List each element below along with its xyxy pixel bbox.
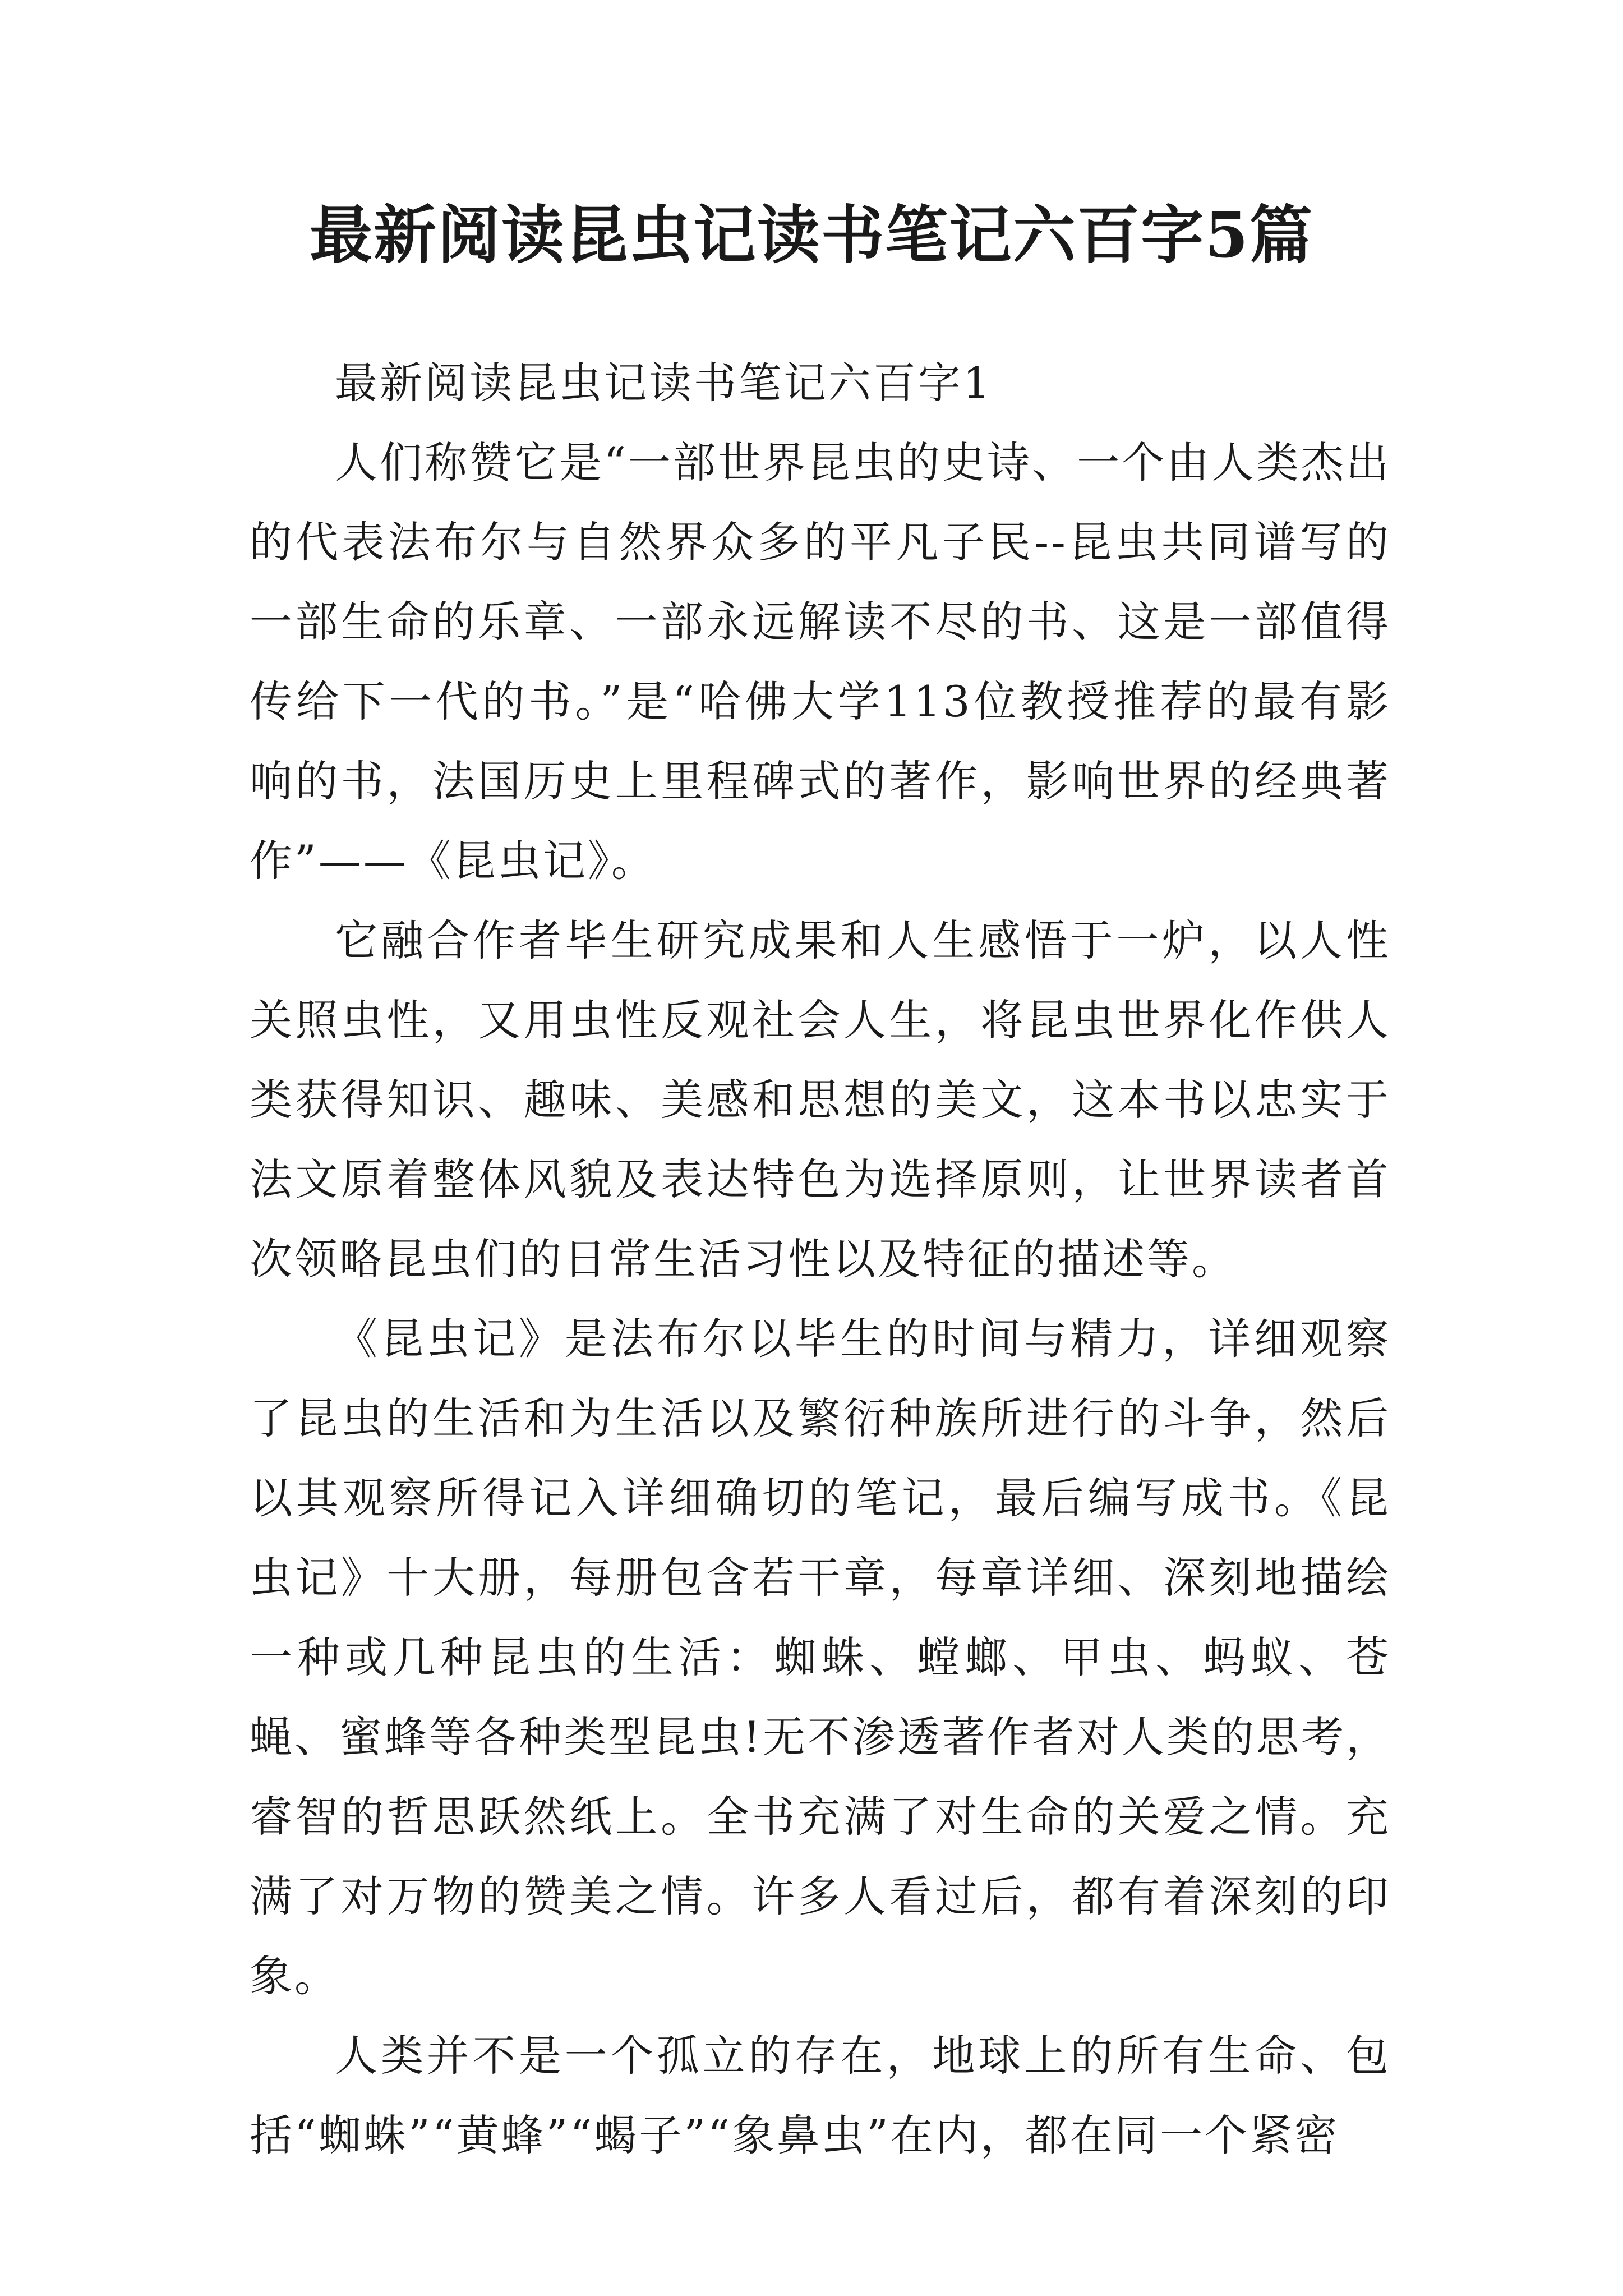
document-title: 最新阅读昆虫记读书笔记六百字5篇: [310, 199, 1313, 272]
paragraph: 人们称赞它是“一部世界昆虫的史诗、一个由人类杰出的代表法布尔与自然界众多的平凡子民--昆虫共同谱写的一部生命的乐章、一部永远解读不尽的书、这是一部值得传给下一代的书。”是“哈佛大学113位教授推荐的最有影响的书，法国历史上里程碑式的著作，影响世界的经典著作”——《昆虫记》。: [250, 438, 1391, 886]
section-heading: 最新阅读昆虫记读书笔记六百字1: [335, 358, 993, 408]
paragraph: 《昆虫记》是法布尔以毕生的时间与精力，详细观察了昆虫的生活和为生活以及繁衍种族所进行的斗争，然后以其观察所得记入详细确切的笔记，最后编写成书。《昆虫记》十大册，每册包含若干章，每章详细、深刻地描绘一种或几种昆虫的生活：蜘蛛、螳螂、甲虫、蚂蚁、苍蝇、蜜蜂等各种类型昆虫!无不渗透著作者对人类的思考，睿智的哲思跃然纸上。全书充满了对生命的关爱之情。充满了对万物的赞美之情。许多人看过后，都有着深刻的印象。: [250, 1314, 1391, 2001]
document-body: [250, 343, 1391, 2175]
paragraph: 人类并不是一个孤立的存在，地球上的所有生命、包括“蜘蛛”“黄蜂”“蝎子”“象鼻虫”在内，都在同一个紧密: [250, 2031, 1391, 2160]
paragraph: 它融合作者毕生研究成果和人生感悟于一炉，以人性关照虫性，又用虫性反观社会人生，将昆虫世界化作供人类获得知识、趣味、美感和思想的美文，这本书以忠实于法文原着整体风貌及表达特色为选择原则，让世界读者首次领略昆虫们的日常生活习性以及特征的描述等。: [250, 915, 1391, 1284]
